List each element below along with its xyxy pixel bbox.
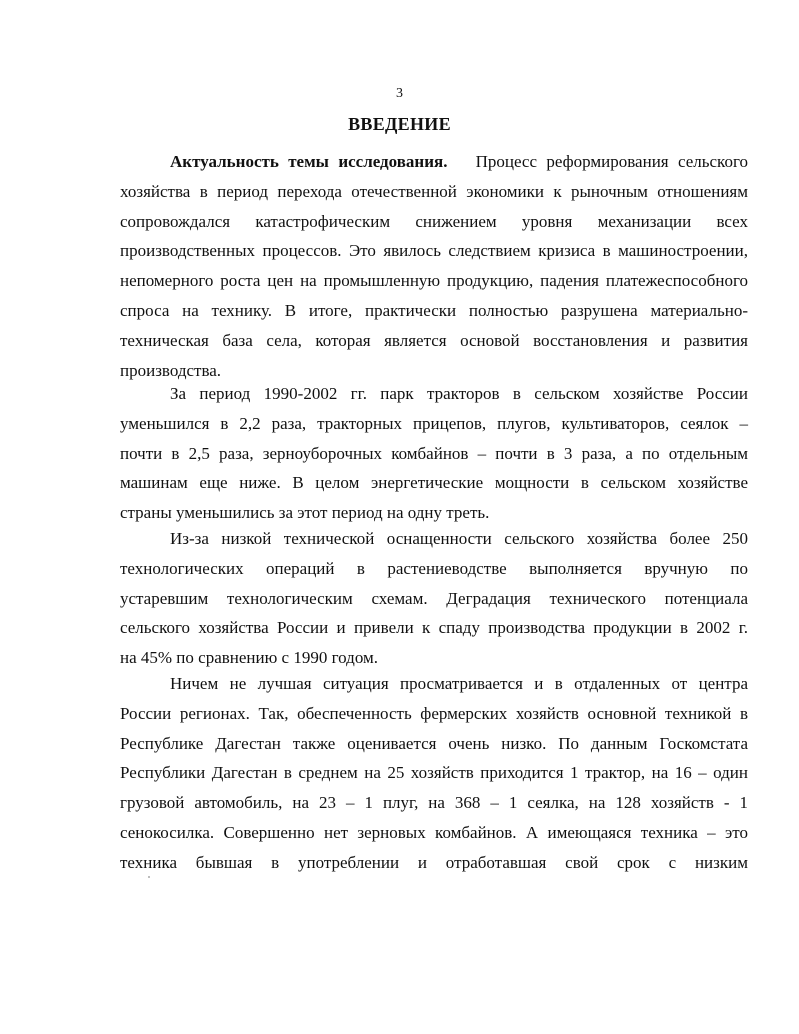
page-title: ВВЕДЕНИЕ [348,114,451,134]
paragraph-line: почти в 2,5 раза, зерноуборочных комбайнов – почти в 3 раза, а по отдельным [120,443,748,463]
paragraph-line: грузовой автомобиль, на 23 – 1 плуг, на 368 – 1 сеялка, на 128 хозяйств - 1 [120,793,748,813]
paragraph-line: хозяйства в период перехода отечественной экономики к рыночным отношениям [120,181,748,201]
paragraph-line: устаревшим технологическим схемам. Деградация технического потенциала [120,588,748,608]
paragraph-line: сельского хозяйства России и привели к спаду производства продукции в 2002 г. [120,618,748,638]
paragraph-line: России регионах. Так, обеспеченность фермерских хозяйств основной техникой в [120,703,748,723]
paragraph-line: Актуальность темы исследования. Процесс реформирования сельского [170,152,749,171]
paragraph-line: непомерного роста цен на промышленную продукцию, падения платежеспособного [120,271,748,291]
paragraph-technical-equipment [120,524,748,673]
paragraph-line: уменьшился в 2,2 раза, тракторных прицепов, плугов, культиваторов, сеялок – [120,413,748,433]
paragraph-lead: Актуальность темы исследования. [170,152,448,171]
paragraph-dagestan [120,669,748,878]
page-number: 3 [396,86,403,101]
paragraph-line: Республике Дагестан также оценивается очень низко. По данным Госкомстата [120,733,748,753]
paragraph-line: страны уменьшились за этот период на одну треть. [120,503,490,523]
paragraph-line: сенокосилка. Совершенно нет зерновых комбайнов. А имеющаяся техника – это [120,822,748,842]
paragraph-line: сопровождался катастрофическим снижением уровня механизации всех [120,211,748,231]
paragraph-line: производственных процессов. Это явилось следствием кризиса в машиностроении, [120,241,748,261]
scan-speck [148,876,150,878]
paragraph-relevance [120,147,748,385]
paragraph-line: техника бывшая в употреблении и отработавшая свой срок с низким [120,852,748,872]
paragraph-line: Из-за низкой технической оснащенности сельского хозяйства более 250 [170,529,748,548]
paragraph-line: на 45% по сравнению с 1990 годом. [120,648,378,668]
paragraph-line: Республики Дагестан в среднем на 25 хозяйств приходится 1 трактор, на 16 – один [120,763,748,783]
paragraph-line: За период 1990-2002 гг. парк тракторов в сельском хозяйстве России [170,384,748,403]
paragraph-line: машинам еще ниже. В целом энергетические мощности в сельском хозяйстве [120,473,748,493]
paragraph-line: Ничем не лучшая ситуация просматривается и в отдаленных от центра [170,674,748,693]
paragraph-line: техническая база села, которая является основой восстановления и развития [120,330,748,350]
paragraph-line: технологических операций в растениеводстве выполняется вручную по [120,558,748,578]
paragraph-line: спроса на технику. В итоге, практически полностью разрушена материально- [120,300,748,320]
paragraph-tractor-fleet [120,379,748,528]
paragraph-line: производства. [120,360,222,380]
